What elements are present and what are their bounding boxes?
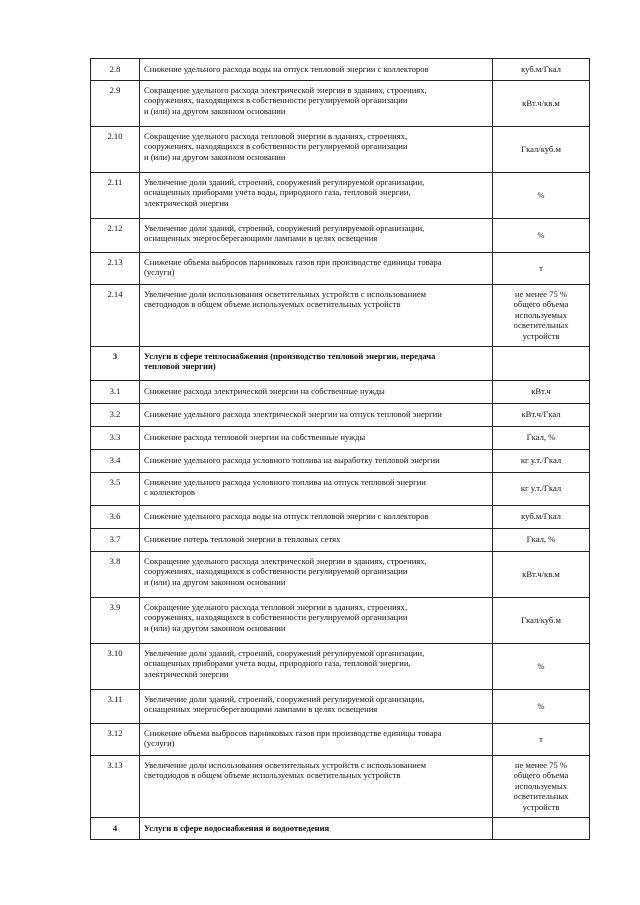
row-number: 3.9	[91, 598, 140, 644]
row-unit: кВт.ч/кв.м	[493, 552, 590, 598]
table-row	[91, 529, 590, 552]
row-description: Снижение объема выбросов парниковых газов при производстве единицы товара (услуги)	[140, 724, 493, 756]
table-row	[91, 552, 590, 598]
row-description: Увеличение доли зданий, строений, сооружений регулируемой организации, оснащенных приборами учета воды, природного газа, тепловой энергии, электрической энергии	[140, 173, 493, 219]
row-description: Сокращение удельного расхода электрической энергии в зданиях, строениях, сооружениях, находящихся в собственности регулируемой организации и (или) на другом законном основании	[140, 552, 493, 598]
table-row	[91, 219, 590, 253]
row-description: Снижение удельного расхода электрической энергии на отпуск тепловой энергии	[140, 404, 493, 427]
table-row	[91, 756, 590, 818]
table-row	[91, 127, 590, 173]
row-unit: не менее 75 % общего объема используемых осветительных устройств	[493, 285, 590, 347]
section-header-row	[91, 818, 590, 840]
row-description: Снижение удельного расхода условного топлива на отпуск тепловой энергии с коллекторов	[140, 473, 493, 506]
row-unit: т	[493, 724, 590, 756]
row-description: Сокращение удельного расхода тепловой энергии в зданиях, строениях, сооружениях, находящихся в собственности регулируемой организации и (или) на другом законном основании	[140, 598, 493, 644]
row-unit: не менее 75 % общего объема используемых осветительных устройств	[493, 756, 590, 818]
row-unit: т	[493, 253, 590, 285]
indicators-table	[90, 58, 590, 840]
table-row	[91, 473, 590, 506]
row-number: 2.13	[91, 253, 140, 285]
section-title: Услуги в сфере теплоснабжения (производство тепловой энергии, передача тепловой энергии)	[140, 347, 493, 381]
row-number: 3.4	[91, 450, 140, 473]
table-row	[91, 427, 590, 450]
row-unit: Гкал/куб.м	[493, 598, 590, 644]
row-number: 3.2	[91, 404, 140, 427]
row-description: Увеличение доли зданий, строений, сооружений регулируемой организации, оснащенных энергосберегающими лампами в целях освещения	[140, 690, 493, 724]
row-description: Сокращение удельного расхода тепловой энергии в зданиях, строениях, сооружениях, находящихся в собственности регулируемой организации и (или) на другом законном основании	[140, 127, 493, 173]
row-unit	[493, 818, 590, 840]
row-unit: %	[493, 690, 590, 724]
row-unit: %	[493, 644, 590, 690]
row-number: 2.9	[91, 81, 140, 127]
row-number: 2.10	[91, 127, 140, 173]
row-description: Снижение удельного расхода условного топлива на выработку тепловой энергии	[140, 450, 493, 473]
section-header-row	[91, 347, 590, 381]
table-row	[91, 598, 590, 644]
section-number: 3	[91, 347, 140, 381]
row-number: 3.1	[91, 381, 140, 404]
row-unit: %	[493, 173, 590, 219]
row-description: Увеличение доли зданий, строений, сооружений регулируемой организации, оснащенных энергосберегающими лампами в целях освещения	[140, 219, 493, 253]
row-number: 3.12	[91, 724, 140, 756]
row-number: 2.8	[91, 59, 140, 81]
table-row	[91, 724, 590, 756]
row-number: 3.6	[91, 506, 140, 529]
row-number: 3.8	[91, 552, 140, 598]
row-description: Увеличение доли зданий, строений, сооружений регулируемой организации, оснащенных приборами учета воды, природного газа, тепловой энергии, электрической энергии	[140, 644, 493, 690]
row-number: 3.10	[91, 644, 140, 690]
row-number: 3.11	[91, 690, 140, 724]
table-row	[91, 81, 590, 127]
row-unit: Гкал, %	[493, 529, 590, 552]
table-row	[91, 59, 590, 81]
row-number: 2.11	[91, 173, 140, 219]
row-unit: куб.м/Гкал	[493, 506, 590, 529]
row-number: 2.12	[91, 219, 140, 253]
row-unit: куб.м/Гкал	[493, 59, 590, 81]
table-row	[91, 690, 590, 724]
row-unit	[493, 347, 590, 381]
table-row	[91, 644, 590, 690]
row-unit: %	[493, 219, 590, 253]
table-row	[91, 450, 590, 473]
section-number: 4	[91, 818, 140, 840]
row-description: Сокращение удельного расхода электрической энергии в зданиях, строениях, сооружениях, находящихся в собственности регулируемой организации и (или) на другом законном основании	[140, 81, 493, 127]
row-unit: кг у.т./Гкал	[493, 473, 590, 506]
row-description: Снижение расхода электрической энергии на собственные нужды	[140, 381, 493, 404]
row-unit: Гкал, %	[493, 427, 590, 450]
row-number: 3.7	[91, 529, 140, 552]
row-description: Снижение расхода тепловой энергии на собственные нужды	[140, 427, 493, 450]
table-row	[91, 285, 590, 347]
table-row	[91, 404, 590, 427]
row-description: Снижение объема выбросов парниковых газов при производстве единицы товара (услуги)	[140, 253, 493, 285]
row-description: Снижение потерь тепловой энергии в тепловых сетях	[140, 529, 493, 552]
row-unit: кВт.ч/кв.м	[493, 81, 590, 127]
table-row	[91, 506, 590, 529]
row-number: 3.13	[91, 756, 140, 818]
table-row	[91, 253, 590, 285]
row-description: Увеличение доли использования осветительных устройств с использованием светодиодов в общем объеме используемых осветительных устройств	[140, 756, 493, 818]
row-unit: кВт.ч	[493, 381, 590, 404]
row-description: Снижение удельного расхода воды на отпуск тепловой энергии с коллекторов	[140, 59, 493, 81]
row-unit: кг у.т./Гкал	[493, 450, 590, 473]
row-number: 3.3	[91, 427, 140, 450]
table-row	[91, 381, 590, 404]
table-row	[91, 173, 590, 219]
row-description: Снижение удельного расхода воды на отпуск тепловой энергии с коллекторов	[140, 506, 493, 529]
row-unit: Гкал/куб.м	[493, 127, 590, 173]
row-number: 3.5	[91, 473, 140, 506]
section-title: Услуги в сфере водоснабжения и водоотведения	[140, 818, 493, 840]
row-unit: кВт.ч/Гкал	[493, 404, 590, 427]
row-number: 2.14	[91, 285, 140, 347]
row-description: Увеличение доли использования осветительных устройств с использованием светодиодов в общем объеме используемых осветительных устройств	[140, 285, 493, 347]
